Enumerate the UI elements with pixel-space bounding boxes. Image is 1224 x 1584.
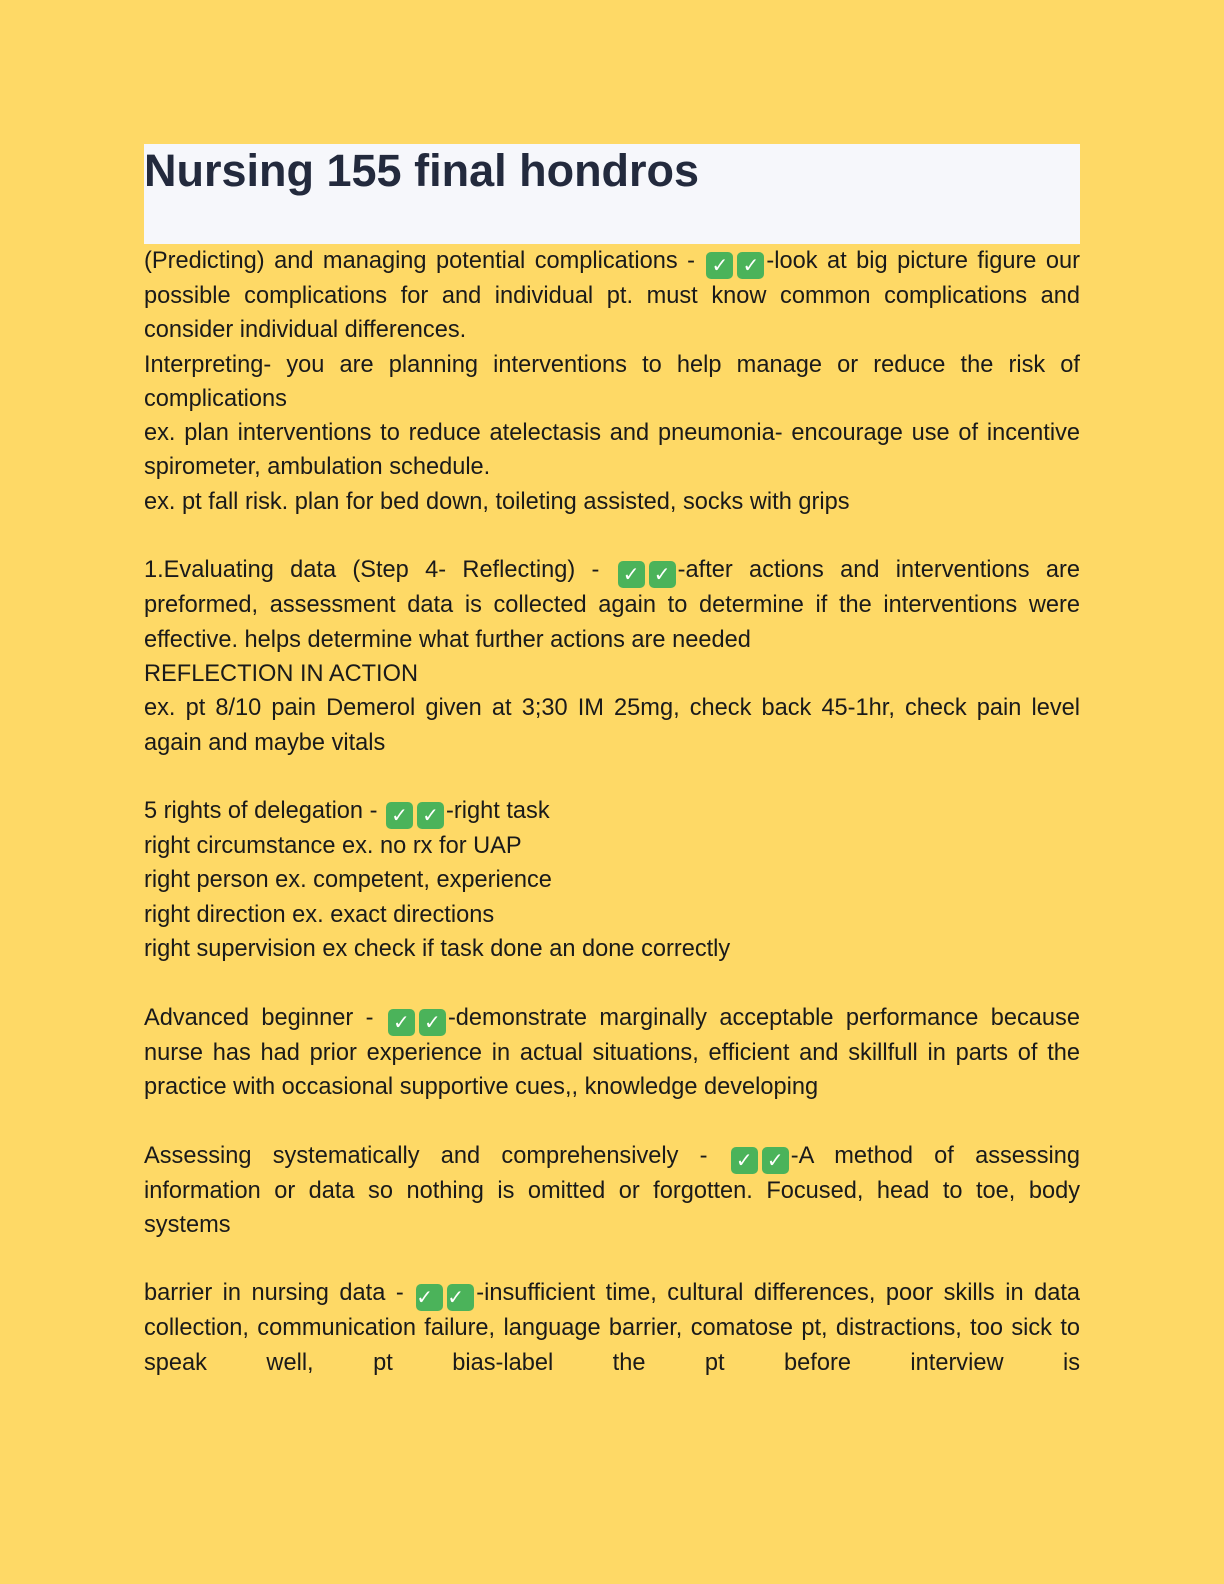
checkmark-icon: ✓ [618, 561, 645, 588]
title-banner [144, 144, 1080, 244]
answer-line: Interpreting- you are planning interventions to help manage or reduce the risk of complications [144, 351, 1080, 412]
checkmark-icon: ✓ [731, 1147, 758, 1174]
checkmark-icon: ✓ [416, 1284, 443, 1311]
question-text: Advanced beginner - [144, 1004, 374, 1031]
qa-entry [144, 794, 1080, 829]
answer-text: -insufficient time, cultural differences, poor skills in data collection, communication failure, language barrier, comatose pt, distractions, too sick to speak well, pt bias-label the pt before interview is [144, 1280, 1081, 1376]
answer-line: REFLECTION IN ACTION [144, 660, 418, 687]
answer-line: right circumstance ex. no rx for UAP [144, 833, 522, 860]
document-page [144, 144, 1080, 1380]
answer-line: ex. pt 8/10 pain Demerol given at 3;30 IM 25mg, check back 45-1hr, check pain level again and maybe vitals [144, 695, 1080, 756]
checkmark-icon: ✓ [447, 1284, 474, 1311]
checkmark-icon: ✓ [388, 1009, 415, 1036]
answer-line: right person ex. competent, experience [144, 867, 552, 894]
checkmark-icon: ✓ [649, 561, 676, 588]
qa-entry [144, 1001, 1080, 1105]
checkmark-icon: ✓ [706, 252, 733, 279]
question-text: 1.Evaluating data (Step 4- Reflecting) - [144, 557, 600, 584]
question-text: 5 rights of delegation - [144, 798, 378, 825]
answer-text: -look at big picture figure our possible complications for and individual pt. must know common complications and consider individual differences. [144, 248, 1080, 344]
checkmark-icon: ✓ [737, 252, 764, 279]
question-text: (Predicting) and managing potential complications - [144, 248, 695, 274]
question-text: barrier in nursing data - [144, 1280, 404, 1307]
document-title: Nursing 155 final hondros [144, 145, 700, 196]
qa-entry [144, 1276, 1080, 1380]
qa-entry [144, 553, 1080, 657]
answer-text: -A method of assessing information or data so nothing is omitted or forgotten. Focused, head to toe, body systems [144, 1142, 1080, 1238]
checkmark-icon: ✓ [762, 1147, 789, 1174]
checkmark-icon: ✓ [419, 1009, 446, 1036]
answer-text: -after actions and interventions are preformed, assessment data is collected again to determine if the interventions were effective. helps determine what further actions are needed [144, 557, 1080, 653]
answer-line: ex. plan interventions to reduce atelectasis and pneumonia- encourage use of incentive spirometer, ambulation schedule. [144, 420, 1080, 481]
checkmark-icon: ✓ [386, 802, 413, 829]
question-text: Assessing systematically and comprehensively - [144, 1142, 708, 1169]
qa-entry [144, 1139, 1080, 1243]
qa-entry [144, 244, 1080, 348]
answer-text: -demonstrate marginally acceptable performance because nurse has had prior experience in actual situations, efficient and skillfull in parts of the practice with occasional supportive cues,, knowledge developing [144, 1004, 1080, 1100]
answer-line: right direction ex. exact directions [144, 901, 495, 928]
answer-text: -right task [446, 798, 550, 825]
answer-line: ex. pt fall risk. plan for bed down, toileting assisted, socks with grips [144, 488, 850, 515]
answer-line: right supervision ex check if task done an done correctly [144, 936, 731, 963]
checkmark-icon: ✓ [417, 802, 444, 829]
document-body [144, 244, 1080, 1380]
